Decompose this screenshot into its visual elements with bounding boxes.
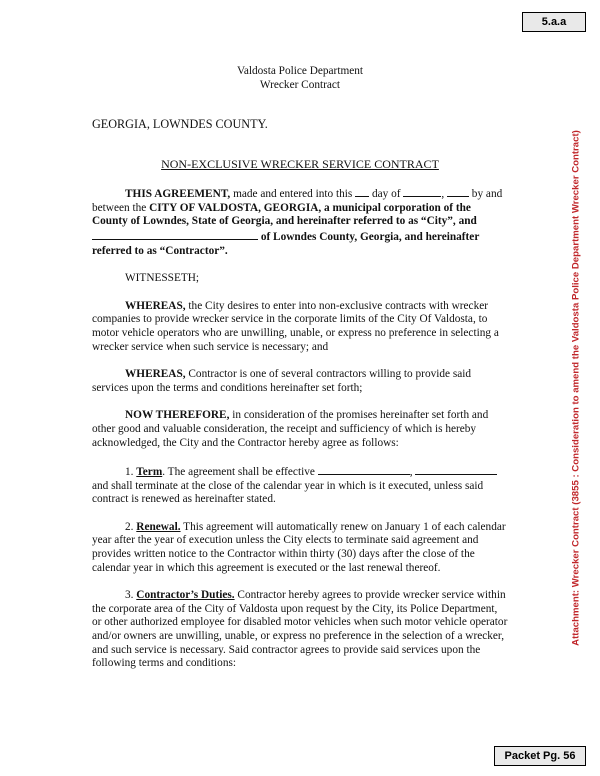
duties-clause: 3. Contractor’s Duties. Contractor hereby agrees to provide wrecker service within the corporate area of the City of Valdosta upon request by the City, its Police Department, or other authorized employee for disabled motor vehicles when such motor vehicle operator and/or owners are unwilling, unable, or express no preference in the selection of a wrecker, and such service is necessary. Said contractor agrees to provide said services upon the following terms and conditions: [92,589,508,670]
contract-title [92,158,508,173]
month-blank [403,186,441,197]
document-header [92,64,508,92]
duties-heading: Contractor’s Duties. [136,589,235,602]
now-therefore-paragraph: NOW THEREFORE, in consideration of the promises hereinafter set forth and other good and valuable consideration, the receipt and sufficiency of which is hereby acknowledged, the City and the Contractor hereby agree as follows: [92,409,489,449]
effective-date-blank [318,464,410,475]
packet-page-badge: Packet Pg. 56 [494,746,586,766]
agreement-lead: THIS AGREEMENT, [125,188,231,201]
year-blank [447,186,469,197]
document-subtitle: Wrecker Contract [259,79,341,91]
agreement-paragraph: THIS AGREEMENT, made and entered into this day of , by and between the CITY OF VALDOSTA, GEORGIA, a municipal corporation of the County of Lowndes, State of Georgia, and hereinafter referred to as “City”, and of Lowndes County, Georgia, and hereinafter referred to as “Contractor”. [92,188,503,257]
effective-year-blank [415,464,497,475]
renewal-clause: 2. Renewal. This agreement will automatically renew on January 1 of each calendar year after the year of execution unless the City elects to terminate said agreement and provides written notice to the Contractor within thirty (30) days after the close of the calendar year in which this agreement is executed or the last renewal thereof. [92,520,506,574]
county-line: GEORGIA, LOWNDES COUNTY. [92,117,268,131]
contractor-name-blank [92,229,258,240]
renewal-heading: Renewal. [136,520,181,533]
term-clause: 1. Term. The agreement shall be effective , and shall terminate at the close of the calendar year in which is it executed, unless said contract is renewed as hereinafter stated. [92,464,508,507]
term-heading: Term [136,466,163,479]
contract-title-text: NON-EXCLUSIVE WRECKER SERVICE CONTRACT [161,156,439,171]
day-blank [355,186,369,197]
contract-page [92,64,508,671]
whereas-paragraph-1: WHEREAS, the City desires to enter into non-exclusive contracts with wrecker companies to provide wrecker service in the corporate limits of the City Of Valdosta, to motor vehicle operators who are unwilling, unable, or express no preference in selecting a wrecker service when such service is necessary; and [92,299,499,353]
whereas-paragraph-2: WHEREAS, Contractor is one of several contractors willing to provide said services upon the terms and conditions hereinafter set forth; [92,368,472,394]
department-name: Valdosta Police Department [236,65,364,77]
witnesseth: WITNESSETH; [125,272,200,285]
attachment-side-note: Attachment: Wrecker Contract (3855 : Consideration to amend the Valdosta Police Department Wrecker Contract) [570,130,582,646]
section-badge: 5.a.a [522,12,586,32]
